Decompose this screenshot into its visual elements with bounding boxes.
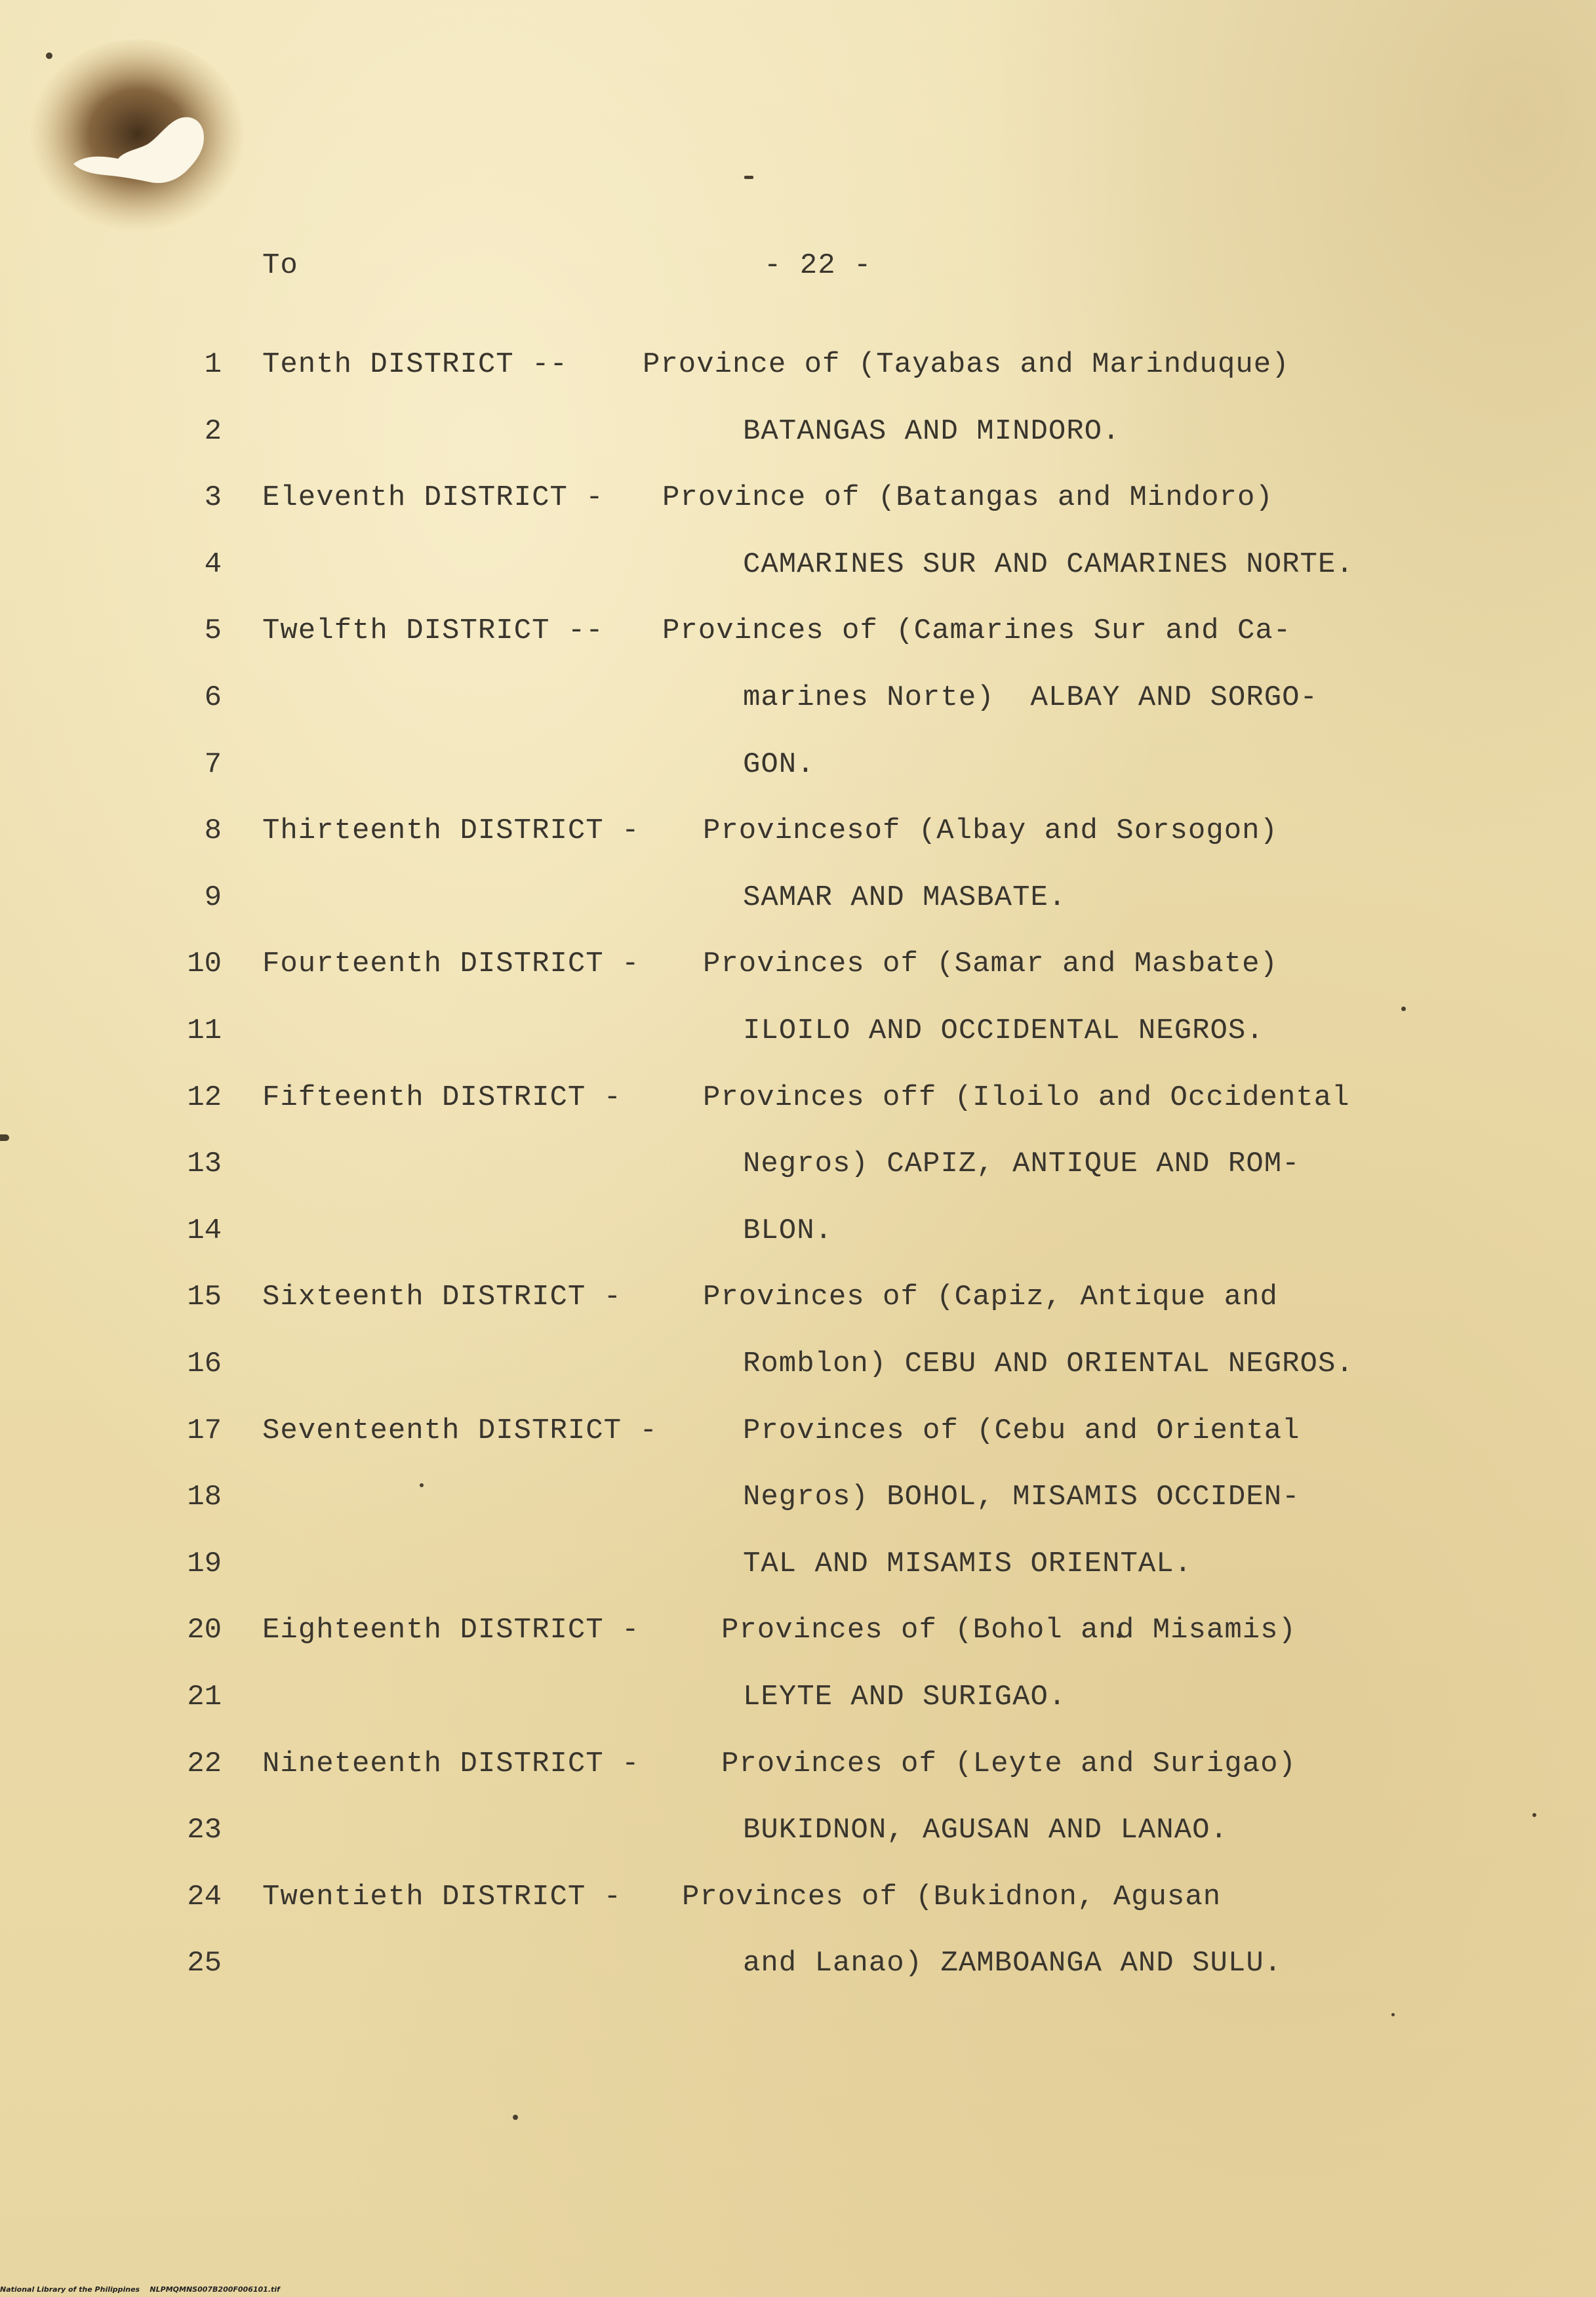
province-text: Province of (Batangas and Mindoro) [662, 481, 1273, 514]
line-number: 1 [204, 348, 222, 381]
province-text: BATANGAS AND MINDORO. [743, 415, 1121, 448]
province-text: marines Norte) ALBAY AND SORGO- [743, 681, 1318, 714]
paper-speck [0, 1134, 9, 1141]
line-number: 10 [187, 948, 222, 980]
line-number: 2 [204, 415, 222, 448]
line-number: 23 [187, 1814, 222, 1847]
district-label: Nineteenth DISTRICT - [262, 1748, 640, 1780]
to-label: To [262, 249, 298, 282]
district-label: Thirteenth DISTRICT - [262, 814, 640, 847]
paper-speck [1391, 2013, 1395, 2016]
province-text: Provinces of (Leyte and Surigao) [721, 1748, 1296, 1780]
province-text: BUKIDNON, AGUSAN AND LANAO. [743, 1814, 1228, 1847]
province-text: Negros) CAPIZ, ANTIQUE AND ROM- [743, 1148, 1300, 1180]
province-text: Romblon) CEBU AND ORIENTAL NEGROS. [743, 1348, 1354, 1380]
line-number: 22 [187, 1748, 222, 1780]
line-number: 7 [204, 748, 222, 781]
province-text: BLON. [743, 1214, 833, 1247]
line-number: 12 [187, 1081, 222, 1114]
province-text: TAL AND MISAMIS ORIENTAL. [743, 1548, 1193, 1580]
line-number: 18 [187, 1481, 222, 1513]
line-number: 15 [187, 1281, 222, 1313]
line-number: 3 [204, 481, 222, 514]
line-number: 6 [204, 681, 222, 714]
province-text: and Lanao) ZAMBOANGA AND SULU. [743, 1947, 1283, 1980]
district-label: Twentieth DISTRICT - [262, 1881, 622, 1913]
paper-speck [46, 52, 52, 59]
province-text: Provinces of (Samar and Masbate) [703, 948, 1278, 980]
province-text: Provincesof (Albay and Sorsogon) [703, 814, 1278, 847]
paper-speck [513, 2115, 518, 2120]
line-number: 8 [204, 814, 222, 847]
district-label: Tenth DISTRICT -- [262, 348, 568, 381]
line-number: 25 [187, 1947, 222, 1980]
province-text: Provinces of (Bohol and Misamis) [721, 1614, 1296, 1647]
line-number: 21 [187, 1681, 222, 1713]
line-number: 5 [204, 614, 222, 647]
province-text: Province of (Tayabas and Marinduque) [643, 348, 1290, 381]
province-text: GON. [743, 748, 815, 781]
line-number: 14 [187, 1214, 222, 1247]
district-label: Fifteenth DISTRICT - [262, 1081, 622, 1114]
line-number: 24 [187, 1881, 222, 1913]
line-number: 4 [204, 548, 222, 581]
district-label: Eleventh DISTRICT - [262, 481, 604, 514]
province-text: Provinces off (Iloilo and Occidental [703, 1081, 1350, 1114]
line-number: 17 [187, 1414, 222, 1447]
paper-speck [1532, 1813, 1536, 1817]
paper-speck [420, 1483, 424, 1487]
line-number: 19 [187, 1548, 222, 1580]
paper-speck [1401, 1007, 1406, 1011]
district-label: Twelfth DISTRICT -- [262, 614, 604, 647]
province-text: ILOILO AND OCCIDENTAL NEGROS. [743, 1014, 1264, 1047]
district-label: Fourteenth DISTRICT - [262, 948, 640, 980]
line-number: 9 [204, 881, 222, 914]
line-number: 11 [187, 1014, 222, 1047]
archive-credit: National Library of the Philippines NLPMQMNS007B200F006101.tif [0, 2285, 280, 2294]
district-label: Seventeenth DISTRICT - [262, 1414, 658, 1447]
line-number: 13 [187, 1148, 222, 1180]
district-label: Sixteenth DISTRICT - [262, 1281, 622, 1313]
province-text: Provinces of (Camarines Sur and Ca- [662, 614, 1292, 647]
burn-hole-mark [26, 39, 249, 243]
line-number: 20 [187, 1614, 222, 1647]
province-text: LEYTE AND SURIGAO. [743, 1681, 1067, 1713]
district-label: Eighteenth DISTRICT - [262, 1614, 640, 1647]
province-text: SAMAR AND MASBATE. [743, 881, 1067, 914]
province-text: Provinces of (Capiz, Antique and [703, 1281, 1278, 1313]
province-text: CAMARINES SUR AND CAMARINES NORTE. [743, 548, 1354, 581]
paper-speck [744, 176, 753, 179]
province-text: Provinces of (Bukidnon, Agusan [682, 1881, 1222, 1913]
province-text: Negros) BOHOL, MISAMIS OCCIDEN- [743, 1481, 1300, 1513]
province-text: Provinces of (Cebu and Oriental [743, 1414, 1300, 1447]
line-number: 16 [187, 1348, 222, 1380]
page-number: - 22 - [764, 249, 872, 282]
